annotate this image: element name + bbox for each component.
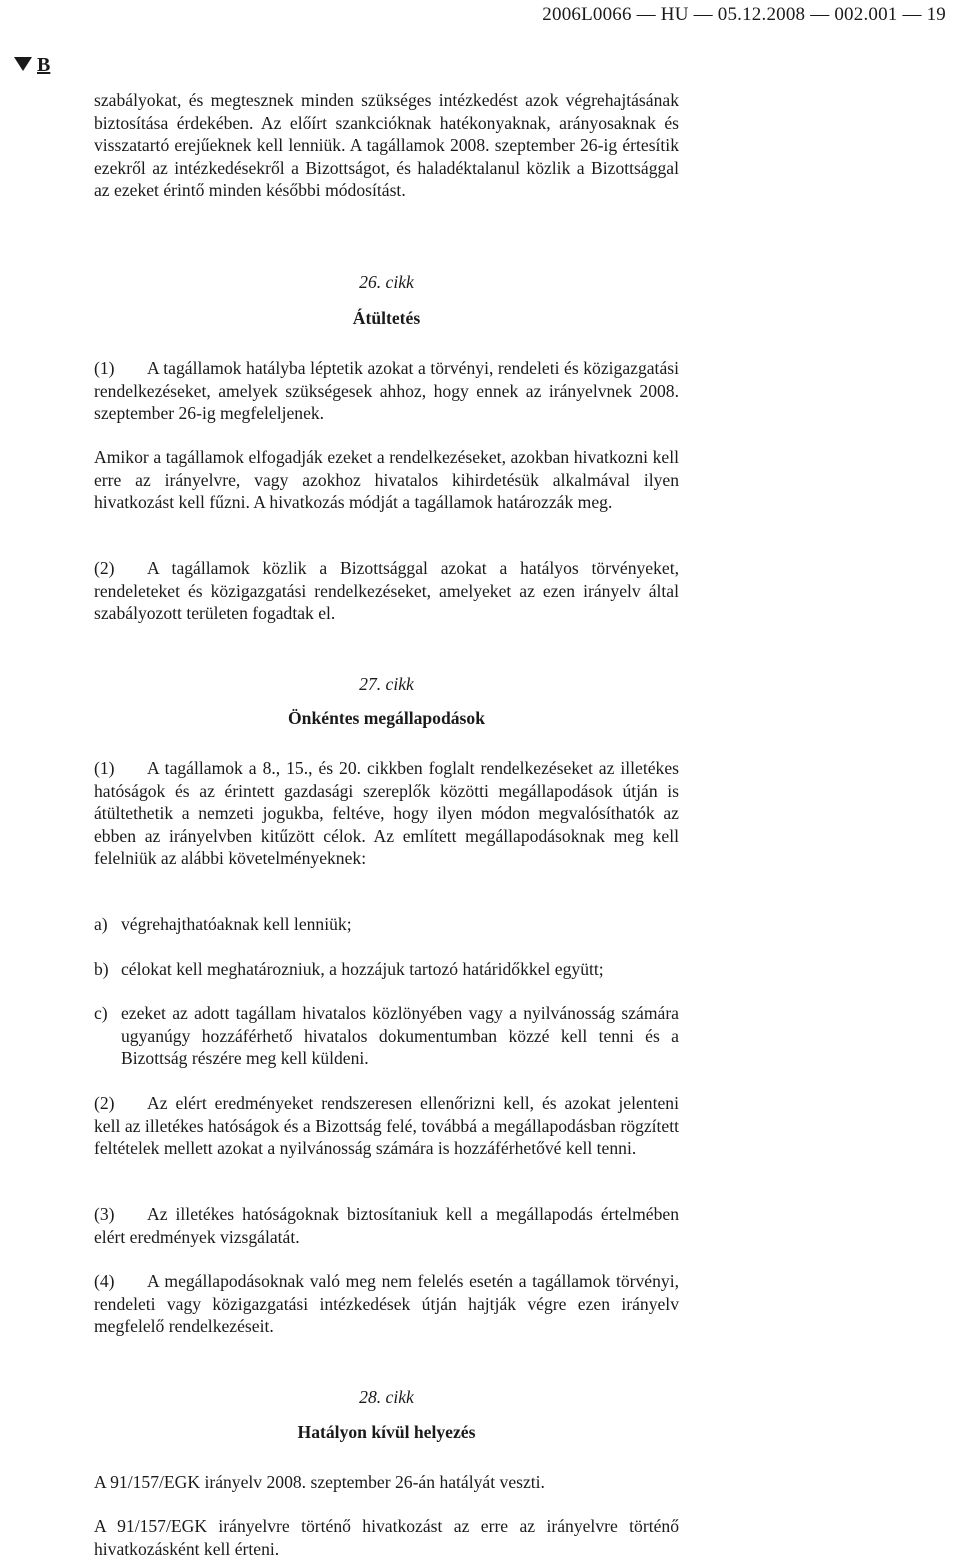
paragraph-text: Az elért eredményeket rendszeresen ellenőrizni kell, és azokat jelenteni kell az illetékes hatóságok és a Bizottság felé, továbbá a megállapodásban rögzített feltételek mellett azokat a nyilvánosság számára is hozzáférhetővé kell tenni. xyxy=(94,1093,679,1158)
article-27-paragraph-1 xyxy=(94,757,679,870)
list-item-c xyxy=(94,1002,679,1070)
paragraph-number: (2) xyxy=(94,558,115,578)
paragraph-number: (1) xyxy=(94,358,115,378)
paragraph-text: A tagállamok hatályba léptetik azokat a törvényi, rendeleti és közigazgatási rendelkezéseket, amelyek szükségesek ahhoz, hogy ennek az irányelvnek 2008. szeptember 26-ig megfeleljenek. xyxy=(94,358,679,423)
list-item-label: c) xyxy=(94,1003,108,1023)
page-header-reference: 2006L0066 — HU — 05.12.2008 — 002.001 — 19 xyxy=(542,4,946,25)
paragraph-text: A megállapodásoknak való meg nem felelés esetén a tagállamok törvényi, rendeleti vagy közigazgatási intézkedések útján hajtják végre ezen irányelv megfelelő rendelkezéseit. xyxy=(94,1271,679,1336)
paragraph-number: (4) xyxy=(94,1271,115,1291)
article-26-number: 26. cikk xyxy=(359,272,414,292)
article-28-number: 28. cikk xyxy=(359,1387,414,1407)
triangle-down-icon xyxy=(14,57,32,71)
list-item-text: célokat kell meghatározniuk, a hozzájuk tartozó határidőkkel együtt; xyxy=(121,959,604,979)
paragraph-text: A tagállamok a 8., 15., és 20. cikkben foglalt rendelkezéseket az illetékes hatóságok és az érintett gazdasági szereplők közötti megállapodások útján is átültethetik a nemzeti jogukba, feltéve, hogy ilyen módon megvalósíthatók az ebben az irányelvben kitűzött célok. Az említett megállapodásoknak meg kell felelniük az alábbi követelményeknek: xyxy=(94,758,679,868)
article-28-title: Hatályon kívül helyezés xyxy=(297,1422,476,1442)
list-item-label: b) xyxy=(94,959,109,979)
intro-paragraph: szabályokat, és megtesznek minden szükséges intézkedést azok végrehajtásának biztosítása érdekében. Az előírt szankcióknak hatékonyaknak, arányosaknak és visszatartó erejűeknek kell lenniük. A tagállamok 2008. szeptember 26-ig értesítik ezekről az intézkedésekről a Bizottságot, és haladéktalanul közlik a Bizottsággal az ezeket érintő minden későbbi módosítást. xyxy=(94,90,679,200)
amendment-marker xyxy=(14,54,50,77)
article-26-paragraph-1 xyxy=(94,357,679,425)
article-27-paragraph-3 xyxy=(94,1203,679,1248)
paragraph-number: (3) xyxy=(94,1204,115,1224)
paragraph-text: A tagállamok közlik a Bizottsággal azokat a hatályos törvényeket, rendeleteket és közigazgatási rendelkezéseket, amelyeket az ezen irányelv által szabályozott területen fogadtak el. xyxy=(94,558,679,623)
article-26-title: Átültetés xyxy=(352,308,421,328)
article-28-paragraph-1: A 91/157/EGK irányelv 2008. szeptember 26-án hatályát veszti. xyxy=(94,1472,545,1492)
list-item-b xyxy=(94,958,679,981)
paragraph-number: (1) xyxy=(94,758,115,778)
paragraph-text: Az illetékes hatóságoknak biztosítaniuk kell a megállapodás értelmében elért eredmények vizsgálatát. xyxy=(94,1204,679,1247)
list-item-text: végrehajthatóaknak kell lenniük; xyxy=(121,914,352,934)
article-27-paragraph-2 xyxy=(94,1092,679,1160)
list-item-label: a) xyxy=(94,914,108,934)
article-27-number: 27. cikk xyxy=(359,674,414,694)
list-item-a xyxy=(94,913,679,936)
article-26-paragraph-2 xyxy=(94,557,679,625)
marker-letter: B xyxy=(37,54,51,76)
article-27-paragraph-4 xyxy=(94,1270,679,1338)
article-28-paragraph-2: A 91/157/EGK irányelvre történő hivatkozást az erre az irányelvre történő hivatkozásként kell érteni. xyxy=(94,1516,679,1559)
article-27-title: Önkéntes megállapodások xyxy=(288,708,485,728)
paragraph-number: (2) xyxy=(94,1093,115,1113)
article-26-paragraph-1b: Amikor a tagállamok elfogadják ezeket a rendelkezéseket, azokban hivatkozni kell erre az irányelvre, vagy azokhoz hivatalos kihirdetésük alkalmával ilyen hivatkozást kell fűzni. A hivatkozás módját a tagállamok határozzák meg. xyxy=(94,447,679,512)
list-item-text: ezeket az adott tagállam hivatalos közlönyében vagy a nyilvánosság számára ugyanúgy hozzáférhető hivatalos dokumentumban közzé kell tenni és a Bizottság részére meg kell küldeni. xyxy=(121,1003,679,1068)
